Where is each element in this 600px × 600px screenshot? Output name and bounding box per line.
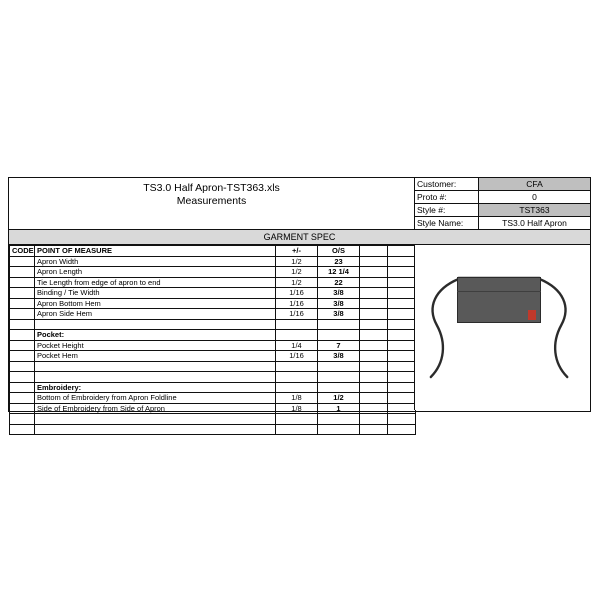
table-row [10,267,416,278]
cell-extra-1 [360,277,388,288]
garment-spec-band: GARMENT SPEC [9,230,590,245]
garment-sketch-cell [415,245,590,410]
cell-point-of-measure: Apron Bottom Hem [35,298,276,309]
cell-tolerance: 1/4 [276,340,318,351]
cell-os [318,361,360,372]
table-row [10,298,416,309]
cell-os: 7 [318,340,360,351]
cell-os: 22 [318,277,360,288]
style-number-value: TST363 [479,204,590,216]
col-header-code: CODE [10,246,35,257]
cell-extra-2 [388,403,416,414]
cell-point-of-measure: Side of Embroidery from Side of Apron [35,403,276,414]
cell-code [10,414,35,425]
cell-point-of-measure: Apron Length [35,267,276,278]
cell-extra-2 [388,382,416,393]
page-subtitle: Measurements [176,195,247,207]
cell-tolerance: 1/2 [276,277,318,288]
cell-code [10,393,35,404]
table-row [10,309,416,320]
cell-os: 3/8 [318,298,360,309]
cell-code [10,267,35,278]
table-row [10,256,416,267]
cell-point-of-measure: Apron Width [35,256,276,267]
cell-tolerance: 1/16 [276,298,318,309]
cell-extra-1 [360,267,388,278]
cell-extra-2 [388,351,416,362]
cell-code [10,382,35,393]
cell-extra-2 [388,267,416,278]
cell-os [318,319,360,330]
cell-point-of-measure: Binding / Tie Width [35,288,276,299]
cell-tolerance [276,372,318,383]
cell-point-of-measure: Bottom of Embroidery from Apron Foldline [35,393,276,404]
col-header-extra-2 [388,246,416,257]
cell-extra-2 [388,340,416,351]
cell-os: 3/8 [318,351,360,362]
cell-point-of-measure: Embroidery: [35,382,276,393]
table-row [10,403,416,414]
proto-number-label: Proto #: [415,191,479,203]
cell-tolerance: 1/2 [276,256,318,267]
cell-point-of-measure [35,361,276,372]
cell-code [10,424,35,435]
cell-extra-1 [360,382,388,393]
table-row [10,361,416,372]
cell-point-of-measure: Tie Length from edge of apron to end [35,277,276,288]
cell-tolerance [276,361,318,372]
cell-extra-1 [360,340,388,351]
cell-code [10,256,35,267]
cell-extra-1 [360,298,388,309]
cell-code [10,403,35,414]
cell-code [10,372,35,383]
cell-os: 23 [318,256,360,267]
cell-extra-1 [360,424,388,435]
cell-tolerance [276,330,318,341]
table-row [10,277,416,288]
cell-extra-1 [360,319,388,330]
cell-extra-1 [360,393,388,404]
info-row [415,191,590,204]
cell-extra-2 [388,319,416,330]
cell-tolerance: 1/8 [276,403,318,414]
cell-code [10,277,35,288]
cell-extra-1 [360,288,388,299]
table-row [10,319,416,330]
cell-os: 3/8 [318,288,360,299]
sheet-header [9,178,590,230]
cell-tolerance: 1/16 [276,288,318,299]
col-header-os: O/S [318,246,360,257]
table-row [10,372,416,383]
title-cell [9,178,415,229]
measurements-table [9,245,416,435]
style-number-label: Style #: [415,204,479,216]
cell-tolerance: 1/16 [276,351,318,362]
cell-extra-2 [388,256,416,267]
proto-number-value: 0 [532,192,537,202]
customer-label: Customer: [415,178,479,190]
cell-os [318,382,360,393]
cell-code [10,361,35,372]
col-header-extra-1 [360,246,388,257]
style-name-label: Style Name: [415,217,479,230]
table-row [10,288,416,299]
cell-extra-1 [360,403,388,414]
table-row [10,351,416,362]
table-row [10,424,416,435]
table-row [10,382,416,393]
cell-point-of-measure: Pocket: [35,330,276,341]
cell-extra-2 [388,277,416,288]
cell-tolerance [276,382,318,393]
cell-tolerance [276,319,318,330]
cell-code [10,288,35,299]
cell-extra-2 [388,361,416,372]
cell-code [10,298,35,309]
cell-extra-2 [388,393,416,404]
cell-point-of-measure [35,414,276,425]
cell-extra-2 [388,309,416,320]
cell-tolerance: 1/8 [276,393,318,404]
cell-point-of-measure [35,372,276,383]
apron-tie-strings-icon [415,245,590,410]
style-info-table [415,178,590,229]
cell-os [318,414,360,425]
cell-code [10,309,35,320]
cell-extra-2 [388,330,416,341]
style-name-value: TS3.0 Half Apron [502,218,567,228]
info-row [415,178,590,191]
table-row [10,340,416,351]
customer-value: CFA [479,178,590,190]
cell-point-of-measure: Apron Side Hem [35,309,276,320]
table-row [10,330,416,341]
col-header-tolerance: +/- [276,246,318,257]
spec-sheet [8,177,591,412]
cell-extra-1 [360,351,388,362]
table-row [10,393,416,404]
table-row [10,414,416,425]
cell-os [318,424,360,435]
apron-pocket-line [457,291,541,292]
cell-extra-1 [360,414,388,425]
cell-code [10,330,35,341]
measurements-table-body [10,256,416,435]
cell-point-of-measure [35,424,276,435]
cell-extra-1 [360,330,388,341]
cell-extra-1 [360,361,388,372]
sheet-body [9,245,590,413]
info-row [415,217,590,230]
cell-tolerance [276,414,318,425]
cell-extra-2 [388,414,416,425]
cell-code [10,340,35,351]
cell-tolerance: 1/16 [276,309,318,320]
cell-extra-2 [388,372,416,383]
cell-os [318,372,360,383]
cell-os [318,330,360,341]
page-title: TS3.0 Half Apron-TST363.xls [143,182,280,194]
apron-logo-tag [528,310,536,320]
cell-code [10,351,35,362]
cell-point-of-measure [35,319,276,330]
col-header-point-of-measure: POINT OF MEASURE [35,246,276,257]
cell-point-of-measure: Pocket Hem [35,351,276,362]
cell-extra-1 [360,256,388,267]
cell-point-of-measure: Pocket Height [35,340,276,351]
cell-extra-1 [360,372,388,383]
cell-os: 3/8 [318,309,360,320]
measurements-table-wrap [9,245,415,413]
cell-os: 12 1/4 [318,267,360,278]
cell-tolerance [276,424,318,435]
cell-extra-2 [388,288,416,299]
cell-code [10,319,35,330]
table-header-row [10,246,416,257]
cell-tolerance: 1/2 [276,267,318,278]
info-row [415,204,590,217]
cell-extra-2 [388,424,416,435]
cell-extra-2 [388,298,416,309]
cell-extra-1 [360,309,388,320]
cell-os: 1 [318,403,360,414]
cell-os: 1/2 [318,393,360,404]
